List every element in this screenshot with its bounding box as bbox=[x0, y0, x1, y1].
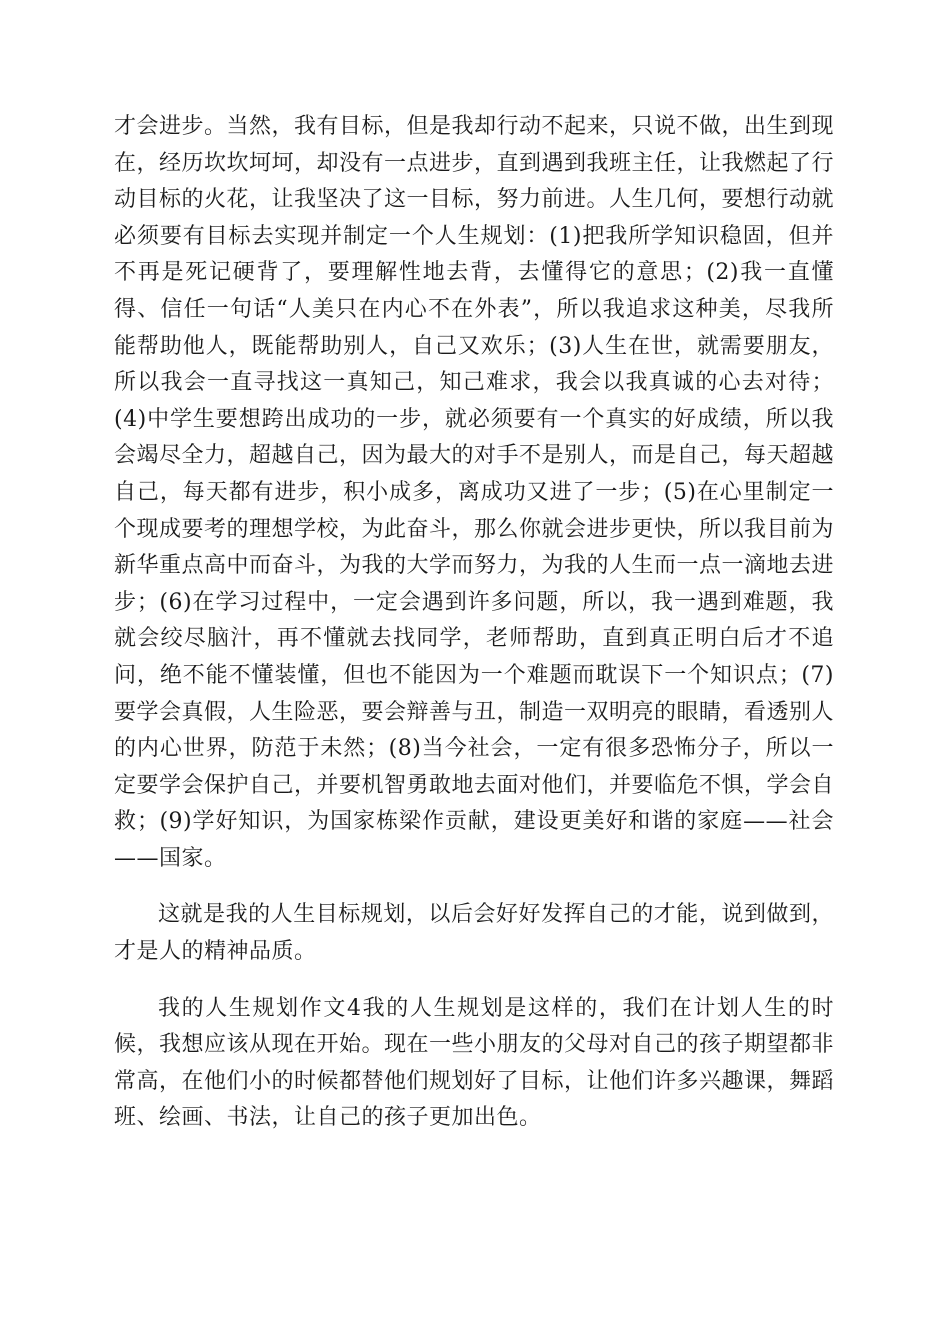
paragraph-summary: 这就是我的人生目标规划，以后会好好发挥自己的才能，说到做到，才是人的精神品质。 bbox=[114, 902, 834, 965]
paragraph-essay-4-intro: 我的人生规划作文4我的人生规划是这样的，我们在计划人生的时候，我想应该从现在开始。现在一些小朋友的父母对自己的孩子期望都非常高，在他们小的时候都替他们规划好了目标，让他们许多兴趣课，舞蹈班、绘画、书法，让自己的孩子更加出色。 bbox=[114, 995, 835, 1131]
document-page bbox=[114, 109, 834, 1137]
paragraph-life-plan-list: 才会进步。当然，我有目标，但是我却行动不起来，只说不做，出生到现在，经历坎坎坷坷，却没有一点进步，直到遇到我班主任，让我燃起了行动目标的火花，让我坚决了这一目标，努力前进。人生几何，要想行动就必须要有目标去实现并制定一个人生规划：(1)把我所学知识稳固，但并不再是死记硬背了，要理解性地去背，去懂得它的意思；(2)我一直懂得、信任一句话“人美只在内心不在外表”，所以我追求这种美，尽我所能帮助他人，既能帮助别人，自己又欢乐；(3)人生在世，就需要朋友，所以我会一直寻找这一真知己，知己难求，我会以我真诚的心去对待；(4)中学生要想跨出成功的一步，就必须要有一个真实的好成绩，所以我会竭尽全力，超越自己，因为最大的对手不是别人，而是自己，每天超越自己，每天都有进步，积小成多，离成功又进了一步；(5)在心里制定一个现成要考的理想学校，为此奋斗，那么你就会进步更快，所以我目前为新华重点高中而奋斗，为我的大学而努力，为我的人生而一点一滴地去进步；(6)在学习过程中，一定会遇到许多问题，所以，我一遇到难题，我就会绞尽脑汁，再不懂就去找同学，老师帮助，直到真正明白后才不追问，绝不能不懂装懂，但也不能因为一个难题而耽误下一个知识点；(7)要学会真假，人生险恶，要会辩善与丑，制造一双明亮的眼睛，看透别人的内心世界，防范于未然；(8)当今社会，一定有很多恐怖分子，所以一定要学会保护自己，并要机智勇敢地去面对他们，并要临危不惧，学会自救；(9)学好知识，为国家栋梁作贡献，建设更美好和谐的家庭——社会——国家。 bbox=[114, 114, 835, 871]
